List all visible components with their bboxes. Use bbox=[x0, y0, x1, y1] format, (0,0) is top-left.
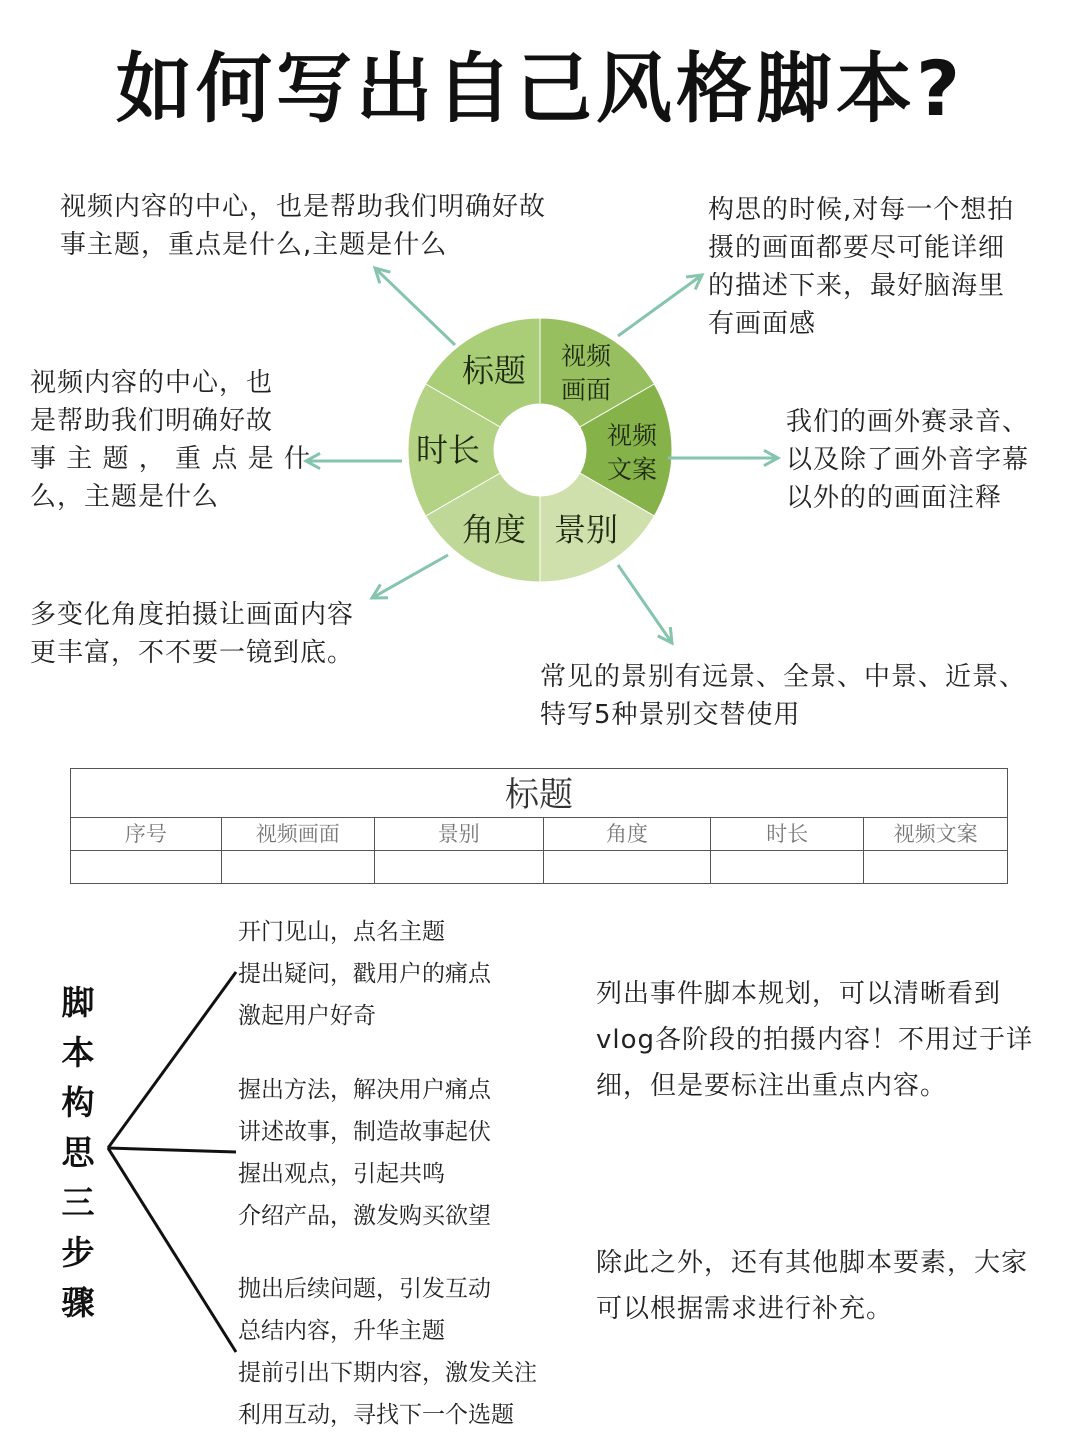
step-group-body bbox=[238, 1069, 491, 1237]
step-item: 讲述故事，制造故事起伏 bbox=[238, 1119, 491, 1145]
duration-note-line: 么，主题是什么 bbox=[30, 482, 220, 512]
table-header-cell: 角度 bbox=[544, 818, 712, 850]
steps-heading-char: 步 bbox=[61, 1233, 95, 1272]
shot-note-line: 常见的景别有远景、全景、中景、近景、 bbox=[540, 662, 1027, 692]
title-note-line: 事主题，重点是什么,主题是什么 bbox=[60, 230, 448, 260]
duration-note bbox=[30, 364, 311, 516]
copy-note-line: 以外的的画面注释 bbox=[786, 483, 1003, 513]
step-item: 握出方法，解决用户痛点 bbox=[238, 1077, 491, 1103]
angle-note-line: 多变化角度拍摄让画面内容 bbox=[30, 600, 355, 630]
wheel-label-shot: 景别 bbox=[553, 510, 619, 549]
steps-heading-char: 本 bbox=[61, 1033, 95, 1072]
arrow-picture bbox=[618, 275, 702, 336]
copy-note-line: 我们的画外赛录音、 bbox=[786, 407, 1030, 437]
arrow-shot bbox=[618, 565, 672, 643]
shot-note-line: 特写5种景别交替使用 bbox=[540, 700, 801, 730]
bracket-line-middle bbox=[108, 1148, 236, 1152]
table-cell bbox=[375, 851, 544, 883]
picture-note-line: 摄的画面都要尽可能详细 bbox=[708, 233, 1006, 263]
shot-note bbox=[540, 658, 1026, 734]
bracket-line-bottom bbox=[108, 1148, 236, 1352]
table-header-row bbox=[71, 818, 1007, 851]
table-header-cell: 景别 bbox=[375, 818, 544, 850]
step-item: 介绍产品，激发购买欲望 bbox=[238, 1203, 491, 1229]
step-item: 抛出后续问题，引发互动 bbox=[238, 1276, 491, 1302]
wheel-label-picture: 画面 bbox=[560, 375, 612, 405]
step-item: 提出疑问，戳用户的痛点 bbox=[238, 961, 491, 987]
duration-note-line: 事 主 题 ， 重 点 是 什 bbox=[30, 444, 311, 474]
picture-note bbox=[708, 191, 1014, 343]
table-header-cell: 序号 bbox=[71, 818, 222, 850]
copy-note bbox=[786, 403, 1029, 517]
steps-heading-char: 三 bbox=[61, 1183, 95, 1222]
step-group-ending bbox=[238, 1268, 537, 1436]
script-table bbox=[70, 768, 1008, 884]
steps-heading-char: 脚 bbox=[61, 983, 95, 1022]
right-note-plan bbox=[596, 971, 1033, 1109]
wheel-center-hole bbox=[494, 404, 586, 496]
wheel-label-copy: 文案 bbox=[606, 455, 658, 484]
right-note-line: vlog各阶段的拍摄内容！不用过于详 bbox=[596, 1025, 1034, 1055]
table-cell bbox=[864, 851, 1007, 883]
wheel-label-copy: 视频 bbox=[606, 421, 658, 450]
step-item: 利用互动，寻找下一个选题 bbox=[238, 1402, 514, 1428]
arrow-title bbox=[375, 268, 455, 345]
step-item: 总结内容，升华主题 bbox=[238, 1318, 445, 1344]
copy-note-line: 以及除了画外音字幕 bbox=[786, 445, 1030, 475]
steps-heading bbox=[56, 978, 100, 1328]
bracket-line-top bbox=[108, 972, 236, 1148]
table-cell bbox=[711, 851, 864, 883]
right-note-extra bbox=[596, 1240, 1028, 1332]
table-cell bbox=[544, 851, 712, 883]
right-note-line: 细，但是要标注出重点内容。 bbox=[596, 1071, 948, 1101]
table-header-cell: 时长 bbox=[711, 818, 864, 850]
table-row bbox=[71, 851, 1007, 883]
wheel-label-title: 标题 bbox=[461, 351, 527, 390]
table-header-cell: 视频文案 bbox=[893, 822, 978, 846]
step-item: 提前引出下期内容，激发关注 bbox=[238, 1360, 537, 1386]
duration-note-line: 是帮助我们明确好故 bbox=[30, 406, 274, 436]
page-title: 如何写出自己风格脚本? bbox=[115, 44, 965, 133]
duration-note-line: 视频内容的中心，也 bbox=[30, 368, 274, 398]
right-note-line: 列出事件脚本规划，可以清晰看到 bbox=[596, 979, 1002, 1009]
title-note bbox=[60, 188, 546, 264]
step-item: 激起用户好奇 bbox=[238, 1003, 376, 1029]
steps-heading-char: 构 bbox=[61, 1083, 95, 1122]
step-item: 开门见山，点名主题 bbox=[238, 919, 445, 945]
steps-heading-char: 思 bbox=[61, 1133, 95, 1172]
right-note-line: 可以根据需求进行补充。 bbox=[596, 1294, 894, 1324]
wheel-label-picture: 视频 bbox=[560, 341, 612, 371]
angle-note-line: 更丰富，不不要一镜到底。 bbox=[30, 638, 355, 668]
picture-note-line: 的描述下来，最好脑海里 bbox=[708, 271, 1006, 301]
table-cell bbox=[71, 851, 222, 883]
arrow-angle bbox=[372, 555, 448, 598]
step-item: 握出观点，引起共鸣 bbox=[238, 1161, 445, 1187]
table-cell bbox=[222, 851, 375, 883]
right-note-line: 除此之外，还有其他脚本要素，大家 bbox=[596, 1248, 1029, 1278]
angle-note bbox=[30, 596, 354, 672]
picture-note-line: 有画面感 bbox=[708, 309, 817, 339]
step-group-opening bbox=[238, 911, 491, 1037]
wheel-label-duration: 时长 bbox=[415, 431, 481, 469]
steps-heading-char: 骤 bbox=[61, 1283, 95, 1322]
picture-note-line: 构思的时候,对每一个想拍 bbox=[708, 195, 1015, 225]
table-header-cell: 视频画面 bbox=[222, 818, 375, 850]
wheel-label-angle: 角度 bbox=[461, 510, 527, 549]
table-title: 标题 bbox=[71, 769, 1007, 818]
title-note-line: 视频内容的中心，也是帮助我们明确好故 bbox=[60, 192, 547, 222]
